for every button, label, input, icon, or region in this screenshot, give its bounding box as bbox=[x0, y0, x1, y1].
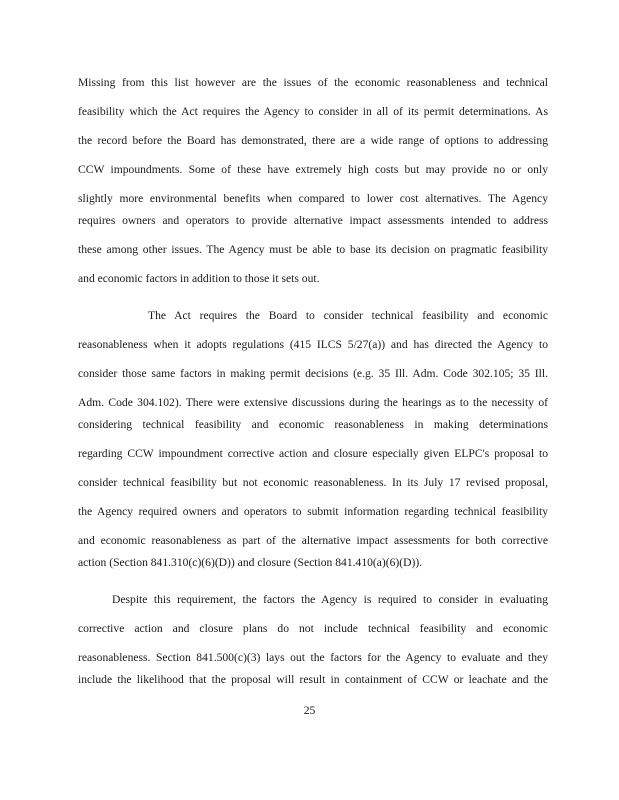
text-line: corrective action and closure plans do not include technical feasibility and economic bbox=[78, 622, 548, 635]
text-line: the record before the Board has demonstrated, there are a wide range of options to addressing bbox=[78, 134, 548, 147]
text-line: and economic factors in addition to those it sets out. bbox=[78, 272, 320, 285]
text-line: CCW impoundments. Some of these have extremely high costs but may provide no or only bbox=[78, 163, 548, 176]
text-line: and economic reasonableness as part of the alternative impact assessments for both corrective bbox=[78, 534, 548, 547]
text-line: consider those same factors in making permit decisions (e.g. 35 Ill. Adm. Code 302.105; 35 Ill. bbox=[78, 367, 548, 380]
text-line: these among other issues. The Agency must be able to base its decision on pragmatic feasibility bbox=[78, 243, 548, 256]
text-line: The Act requires the Board to consider technical feasibility and economic bbox=[148, 309, 548, 322]
text-line: include the likelihood that the proposal will result in containment of CCW or leachate and the bbox=[78, 673, 548, 686]
text-line: reasonableness when it adopts regulations (415 ILCS 5/27(a)) and has directed the Agency to bbox=[78, 338, 548, 351]
text-line: feasibility which the Act requires the Agency to consider in all of its permit determinations. As bbox=[78, 105, 548, 118]
text-line: Adm. Code 304.102). There were extensive discussions during the hearings as to the necessity of bbox=[78, 396, 548, 409]
text-line: reasonableness. Section 841.500(c)(3) lays out the factors for the Agency to evaluate and they bbox=[78, 651, 548, 664]
text-line: regarding CCW impoundment corrective action and closure especially given ELPC's proposal to bbox=[78, 447, 548, 460]
text-line: slightly more environmental benefits when compared to lower cost alternatives. The Agency bbox=[78, 192, 548, 205]
text-line: action (Section 841.310(c)(6)(D)) and closure (Section 841.410(a)(6)(D)). bbox=[78, 556, 423, 569]
text-line: Despite this requirement, the factors the Agency is required to consider in evaluating bbox=[112, 593, 548, 606]
text-line: consider technical feasibility but not economic reasonableness. In its July 17 revised proposal, bbox=[78, 476, 548, 489]
text-line: Missing from this list however are the issues of the economic reasonableness and technical bbox=[78, 76, 548, 89]
text-line: requires owners and operators to provide alternative impact assessments intended to address bbox=[78, 214, 548, 227]
page-number: 25 bbox=[303, 704, 316, 717]
text-line: considering technical feasibility and economic reasonableness in making determinations bbox=[78, 418, 548, 431]
text-line: the Agency required owners and operators to submit information regarding technical feasibility bbox=[78, 505, 548, 518]
